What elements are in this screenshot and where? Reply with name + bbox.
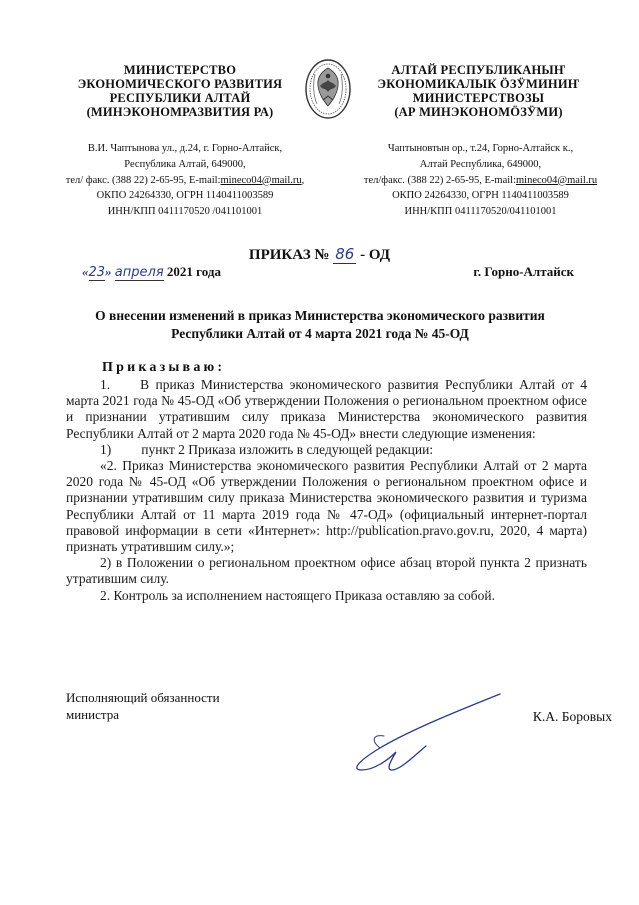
subject-line: О внесении изменений в приказ Министерства экономического развития	[95, 308, 545, 323]
order-city: г. Горно-Алтайск	[473, 264, 574, 279]
item-number: 1)	[100, 441, 112, 457]
order-subitem-1	[66, 442, 587, 458]
phone-email-line	[338, 173, 623, 189]
ministry-title-line: ЭКОНОМИЧЕСКОГО РАЗВИТИЯ	[77, 77, 283, 91]
address-line: Республика Алтай, 649000,	[124, 158, 246, 170]
email-link[interactable]: mineco04@mail.ru	[516, 174, 598, 186]
address-line: В.И. Чаптынова ул., д.24, г. Горно-Алтайск,	[87, 143, 283, 154]
date-open-quote: «	[82, 264, 89, 279]
address-line: Чаптыновтын ор., т.24, Горно-Алтайск к.,	[387, 143, 574, 154]
address-line: Алтай Республика, 649000,	[419, 158, 542, 170]
inn-line: ИНН/КПП 0411170520 /041101001	[107, 206, 263, 218]
order-subitem-2: 2) в Положении о региональном проектном офисе абзац второй пункта 2 признать утратившим силу.	[66, 555, 587, 587]
contact-block-altai	[338, 141, 623, 220]
date-close-quote: »	[105, 264, 112, 279]
order-title	[0, 245, 639, 264]
item-text: В приказ Министерства экономического развития Республики Алтай от 4 марта 2021 года № 45-ОД «Об утверждении Положения о региональном проектном офисе и признании утратившим силу приказа Министерства экономического развития Республики Алтай от 2 марта 2020 года № 45-ОД» внести следующие изменения:	[66, 377, 587, 441]
order-date	[82, 264, 221, 280]
order-title-suffix: - ОД	[360, 247, 391, 263]
ministry-title-altai	[346, 63, 611, 119]
signatory-role-line: министра	[66, 707, 119, 722]
order-subject	[70, 307, 570, 343]
order-body	[66, 377, 587, 604]
contact-block-russian	[60, 141, 310, 220]
inn-line: ИНН/КПП 0411170520/041101001	[404, 206, 557, 218]
signatory-role-line: Исполняющий обязанности	[66, 690, 220, 705]
okpo-line: ОКПО 24264330, ОГРН 1140411003589	[392, 190, 569, 202]
ministry-title-line: МИНИСТЕРСТВО	[123, 63, 237, 77]
phone-label: тел/ факс. (388 22) 2-65-95, E-mail:	[65, 174, 221, 186]
date-year: 2021 года	[166, 264, 221, 279]
email-link[interactable]: mineco04@mail.ru	[220, 174, 302, 186]
ministry-title-line: (МИНЭКОНОМРАЗВИТИЯ РА)	[86, 105, 274, 119]
ministry-title-line: (АР МИНЭКОНОМӦЗӰМИ)	[394, 105, 563, 119]
ministry-title-line: РЕСПУБЛИКИ АЛТАЙ	[109, 91, 251, 105]
date-day-handwritten: 23	[88, 265, 106, 280]
ministry-title-line: АЛТАЙ РЕСПУБЛИКАНЫҤ	[391, 63, 566, 77]
ministry-title-line: ЭКОНОМИКАЛЫК ӦЗӰМИНИҤ	[377, 77, 580, 91]
phone-label: тел/факс. (388 22) 2-65-95, E-mail:	[363, 174, 516, 186]
order-directive-heading: Приказываю:	[102, 360, 226, 375]
signatory-role	[66, 689, 220, 723]
order-quoted-text: «2. Приказ Министерства экономического развития Республики Алтай от 2 марта 2020 года № 45-ОД «Об утверждении Положения о региональном проектном офисе и признании утратившим силу приказа Министерства экономического развития и туризма Республики Алтай от 11 марта 2019 года № 47-ОД» (официальный интернет-портал правовой информации в сети «Интернет»: http://publication.pravo.gov.ru, 2020, 4 марта) признать утратившим силу.»;	[66, 458, 587, 555]
order-item-2: 2. Контроль за исполнением настоящего Приказа оставляю за собой.	[100, 587, 496, 603]
email-suffix: ,	[301, 174, 305, 186]
item-text: пункт 2 Приказа изложить в следующей редакции:	[141, 441, 434, 457]
order-title-prefix: ПРИКАЗ №	[248, 247, 330, 263]
phone-email-line	[60, 173, 310, 189]
signatory-name: К.А. Боровых	[532, 709, 612, 724]
ministry-title-line: МИНИСТЕРСТВОЗЫ	[412, 91, 545, 105]
item-number: 1.	[100, 377, 111, 392]
order-number-handwritten: 86	[335, 245, 355, 263]
order-item-1	[66, 377, 587, 442]
okpo-line: ОКПО 24264330, ОГРН 1140411003589	[96, 190, 274, 202]
handwritten-signature	[340, 690, 515, 775]
subject-line: Республики Алтай от 4 марта 2021 года № 45-ОД	[171, 326, 469, 341]
date-month-handwritten: апреля	[114, 265, 164, 280]
ministry-title-russian	[55, 63, 305, 119]
